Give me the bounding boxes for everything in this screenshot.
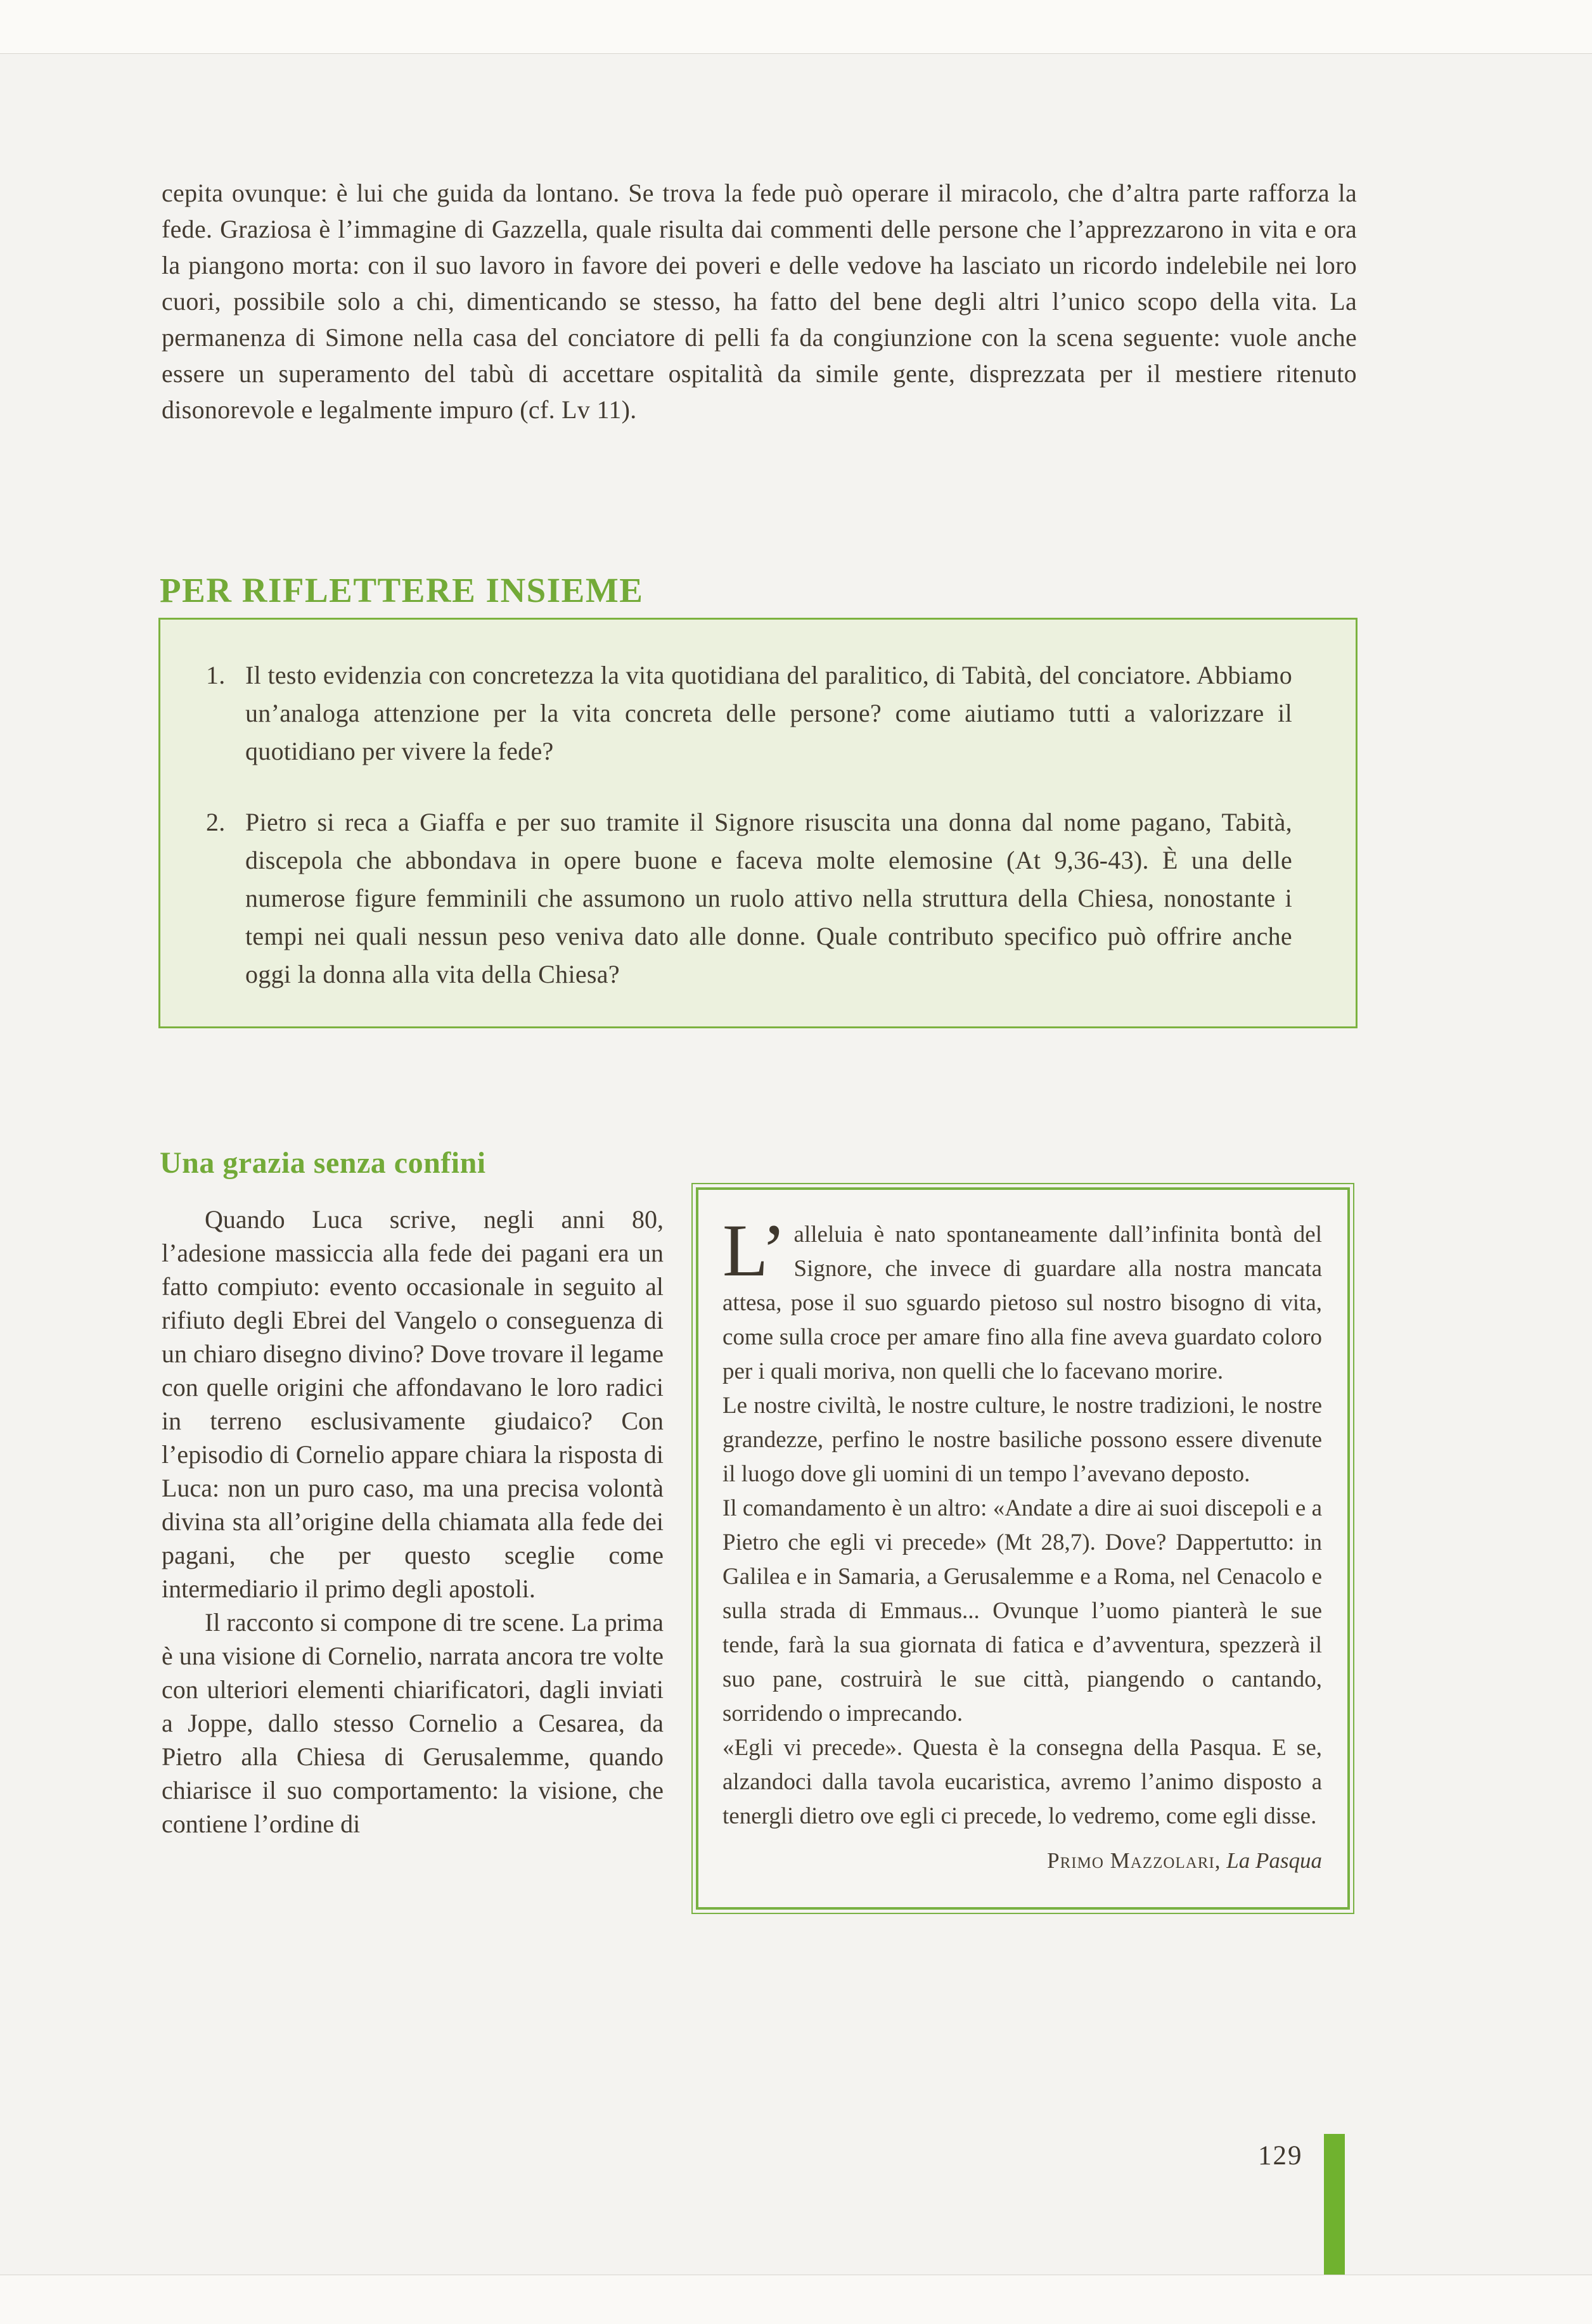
quote-paragraph-opening (722, 1209, 1322, 1389)
list-item (206, 803, 1292, 993)
quote-opening-text: alleluia è nato spontaneamente dall’infinita bontà del Signore, che invece di guardare alla nostra mancata attesa, pose il suo sguardo pietoso sul nostro bisogno di vita, come sulla croce per amare fino alla fine aveva guardato coloro per i quali moriva, non quelli che lo facevano morire. (722, 1222, 1322, 1384)
body-paragraph: Quando Luca scrive, negli anni 80, l’adesione massiccia alla fede dei pagani era un fatto compiuto: evento occasionale in seguito al rifiuto degli Ebrei del Vangelo o conseguenza di un chiaro disegno divino? Dove trovare il legame con quelle origini che affondavano le loro radici in terreno esclusivamente giudaico? Con l’episodio di Cornelio appare chiara la risposta di Luca: non un puro caso, ma una precisa volontà divina sta all’origine della chiamata alla fede dei pagani, che per questo sceglie come intermediario il primo degli apostoli. (162, 1205, 664, 1603)
list-item-number: 1. (206, 661, 226, 689)
list-item-number: 2. (206, 808, 226, 836)
quote-paragraph: «Egli vi precede». Questa è la consegna della Pasqua. E se, alzandoci dalla tavola eucaristica, avremo l’animo disposto a tenergli dietro ove egli ci precede, lo vedremo, come egli disse. (722, 1735, 1322, 1829)
list-item-text: Pietro si reca a Giaffa e per suo tramite il Signore risuscita una donna dal nome pagano, Tabità, discepola che abbondava in opere buone e faceva molte elemosine (At 9,36-43). È una delle numerose figure femminili che assumono un ruolo attivo nella struttura della Chiesa, nonostante i tempi nei quali nessun peso veniva dato alle donne. Quale contributo specifico può offrire anche oggi la donna alla vita della Chiesa? (245, 808, 1292, 988)
section-heading: PER RIFLETTERE INSIEME (160, 570, 644, 610)
scan-edge-top (0, 0, 1592, 54)
page-number-green-bar (1324, 2134, 1345, 2275)
body-paragraph: Il racconto si compone di tre scene. La prima è una visione di Cornelio, narrata ancora tre volte con ulteriori elementi chiarificatori, dagli inviati a Joppe, dallo stesso Cornelio a Cesarea, da Pietro alla Chiesa di Gerusalemme, quando chiarisce il suo comportamento: la visione, che contiene l’ordine di (162, 1608, 664, 1838)
scan-edge-bottom (0, 2275, 1592, 2324)
quote-paragraph: Le nostre civiltà, le nostre culture, le nostre tradizioni, le nostre grandezze, perfino le nostre basiliche possono essere divenute il luogo dove gli uomini di un tempo l’avevano deposto. (722, 1393, 1322, 1487)
quote-attribution (722, 1844, 1322, 1878)
reflection-questions-box (158, 618, 1358, 1028)
quote-paragraph: Il comandamento è un altro: «Andate a dire ai suoi discepoli e a Pietro che egli vi precede» (Mt 28,7). Dove? Dappertutto: in Galilea e in Samaria, a Gerusalemme e a Roma, nel Cenacolo e sulla strada di Emmaus... Ovunque l’uomo pianterà le sue tende, farà la sua giornata di fatica e d’avventura, spezzerà il suo pane, costruirà le sue città, piangendo o cantando, sorridendo o imprecando. (722, 1495, 1322, 1727)
list-item (206, 656, 1292, 770)
quote-author: Primo Mazzolari, (1047, 1848, 1221, 1873)
quote-sidebar-box (696, 1187, 1350, 1910)
intro-paragraph: cepita ovunque: è lui che guida da lontano. Se trova la fede può operare il miracolo, che d’altra parte rafforza la fede. Graziosa è l’immagine di Gazzella, quale risulta dai commenti delle persone che l’apprezzarono in vita e ora la piangono morta: con il suo lavoro in favore dei poveri e delle vedove ha lasciato un ricordo indelebile nei loro cuori, possibile solo a chi, dimenticando se stesso, ha fatto del bene degli altri l’unico scopo della vita. La permanenza di Simone nella casa del conciatore di pelli fa da congiunzione con la scena seguente: vuole anche essere un superamento del tabù di accettare ospitalità da simile gente, disprezzata per il mestiere ritenuto disonorevole e legalmente impuro (cf. Lv 11). (162, 179, 1357, 424)
drop-cap: L’ (722, 1209, 786, 1292)
quote-work-title: La Pasqua (1226, 1848, 1322, 1873)
list-item-text: Il testo evidenzia con concretezza la vita quotidiana del paralitico, di Tabità, del conciatore. Abbiamo un’analoga attenzione per la vita concreta delle persone? come aiutiamo tutti a valorizzare il quotidiano per vivere la fede? (245, 661, 1292, 765)
subsection-heading: Una grazia senza confini (160, 1146, 486, 1180)
body-text-column (162, 1203, 664, 1841)
page-number: 129 (1258, 2141, 1303, 2171)
